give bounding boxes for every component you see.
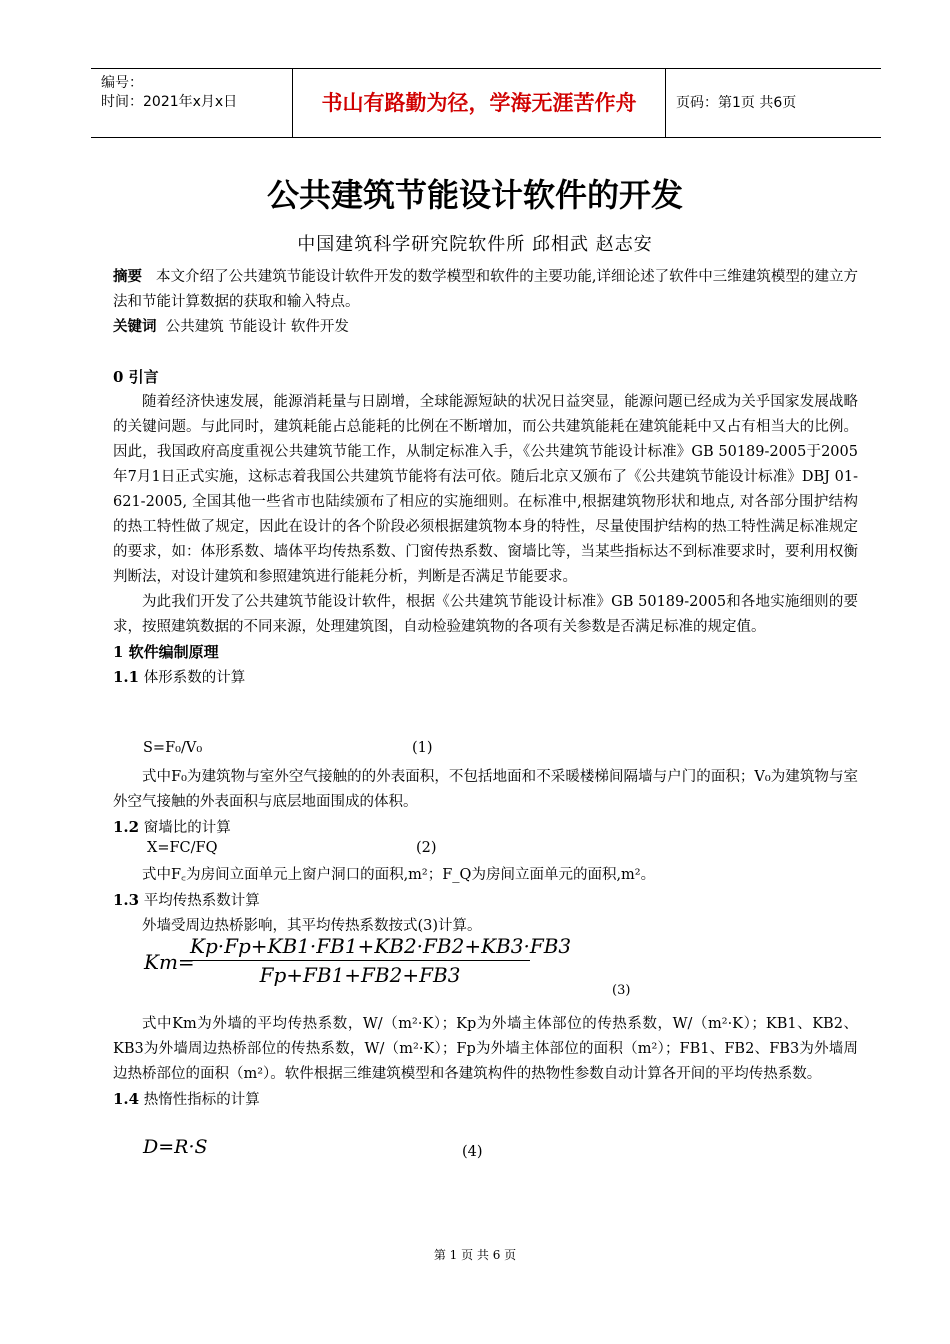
subsection-number-1-3: 1.3	[113, 891, 140, 909]
page-header	[91, 68, 881, 138]
heat-transfer-intro: 外墙受周边热桥影响，其平均传热系数按式(3)计算。	[142, 918, 482, 934]
equation-2: X=FC/FQ	[147, 840, 218, 856]
section-heading-0: 0 引言	[113, 368, 159, 386]
intro-paragraph-1: 随着经济快速发展，能源消耗量与日剧增，全球能源短缺的状况日益突显，能源问题已经成为关乎国家发展战略的关键问题。与此同时，建筑耗能占总能耗的比例在不断增加，而公共建筑能耗在建筑能耗中又占有相当大的比例。因此，我国政府高度重视公共建筑节能工作，从制定标准入手，《公共建筑节能设计标准》GB 50189-2005于2005年7月1日正式实施，这标志着我国公共建筑节能将有法可依。随后北京又颁布了《公共建筑节能设计标准》DBJ 01-621-2005, 全国其他一些省市也陆续颁布了相应的实施细则。在标准中,根据建筑物形状和地点, 对各部分围护结构的热工特性做了规定，因此在设计的各个阶段必须根据建筑物本身的特性，尽量使围护结构的热工特性满足标准规定的要求，如：体形系数、墙体平均传热系数、门窗传热系数、窗墙比等，当某些指标达不到标准要求时，要利用权衡判断法，对设计建筑和参照建筑进行能耗分析，判断是否满足节能要求。	[113, 394, 858, 585]
keywords-label: 关键词	[113, 319, 157, 335]
section-heading-1: 1 软件编制原理	[113, 643, 219, 661]
shape-coefficient-desc: 式中F₀为建筑物与室外空气接触的的外表面积，不包括地面和不采暖楼梯间隔墙与户门的面积；V₀为建筑物与室外空气接触的外表面积与底层地面围成的体积。	[113, 769, 858, 810]
document-authors: 中国建筑科学研究院软件所 邱相武 赵志安	[297, 234, 653, 255]
window-wall-ratio-desc: 式中F꜀为房间立面单元上窗户洞口的面积,m²；F_Q为房间立面单元的面积,m²。	[142, 867, 656, 883]
equation-3-numerator: Kp·Fp+KB1·FB1+KB2·FB2+KB3·FB3	[190, 934, 530, 961]
equation-3-denominator: Fp+FB1+FB2+FB3	[259, 963, 461, 987]
section-1-1-desc	[113, 765, 858, 841]
serial-label: 编号：	[101, 75, 143, 91]
equation-3-fraction	[190, 934, 572, 987]
subsection-number-1-2: 1.2	[113, 818, 140, 836]
heat-transfer-desc: 式中Km为外墙的平均传热系数，W/（m²·K）；Kp为外墙主体部位的传热系数，W/（m²·K）；KB1、KB2、KB3为外墙周边热桥部位的传热系数，W/（m²·K）；Fp为外墙主体部位的面积（m²）；FB1、FB2、FB3为外墙周边热桥部位的面积（m²）。软件根据三维建筑模型和各建筑构件的热物性参数自动计算各开间的平均传热系数。	[113, 1016, 858, 1082]
abstract-text: 本文介绍了公共建筑节能设计软件开发的数学模型和软件的主要功能,详细论述了软件中三维建筑模型的建立方法和节能计算数据的获取和输入特点。	[113, 269, 859, 310]
subsection-number-1-1: 1.1	[113, 668, 140, 686]
intro-paragraph-2: 为此我们开发了公共建筑节能设计软件，根据《公共建筑节能设计标准》GB 50189-2005和各地实施细则的要求，按照建筑数据的不同来源，处理建筑图，自动检验建筑物的各项有关参数是否满足标准的规定值。	[113, 594, 858, 635]
time-label: 时间：2021年x月x日	[101, 94, 238, 110]
abstract-block	[113, 265, 858, 340]
abstract-label: 摘要	[113, 269, 143, 285]
subsection-number-1-4: 1.4	[113, 1090, 140, 1108]
header-page-number: 页码：第1页 共6页	[676, 95, 797, 111]
subsection-title-1-4: 热惰性指标的计算	[143, 1092, 260, 1108]
document-title: 公共建筑节能设计软件的开发	[266, 176, 683, 214]
equation-3-lhs: Km=	[144, 950, 195, 974]
section-1-2-desc	[113, 863, 858, 939]
header-motto: 书山有路勤为径，学海无涯苦作舟	[293, 69, 666, 137]
equation-4: D=R·S	[143, 1136, 208, 1158]
equation-number-2: (2)	[416, 840, 437, 856]
header-meta-cell	[91, 69, 293, 137]
keywords-text: 公共建筑 节能设计 软件开发	[165, 319, 349, 335]
subsection-title-1-1: 体形系数的计算	[143, 670, 246, 686]
equation-1: S=F₀/V₀	[143, 740, 203, 756]
equation-number-4: (4)	[462, 1144, 483, 1160]
subsection-title-1-3: 平均传热系数计算	[143, 893, 260, 909]
section-1-3-desc	[113, 1012, 858, 1113]
equation-number-1: (1)	[412, 740, 433, 756]
page-footer: 第 1 页 共 6 页	[433, 1248, 517, 1262]
equation-number-3: (3)	[612, 983, 631, 998]
section-intro	[113, 365, 858, 691]
subsection-title-1-2: 窗墙比的计算	[143, 820, 231, 836]
